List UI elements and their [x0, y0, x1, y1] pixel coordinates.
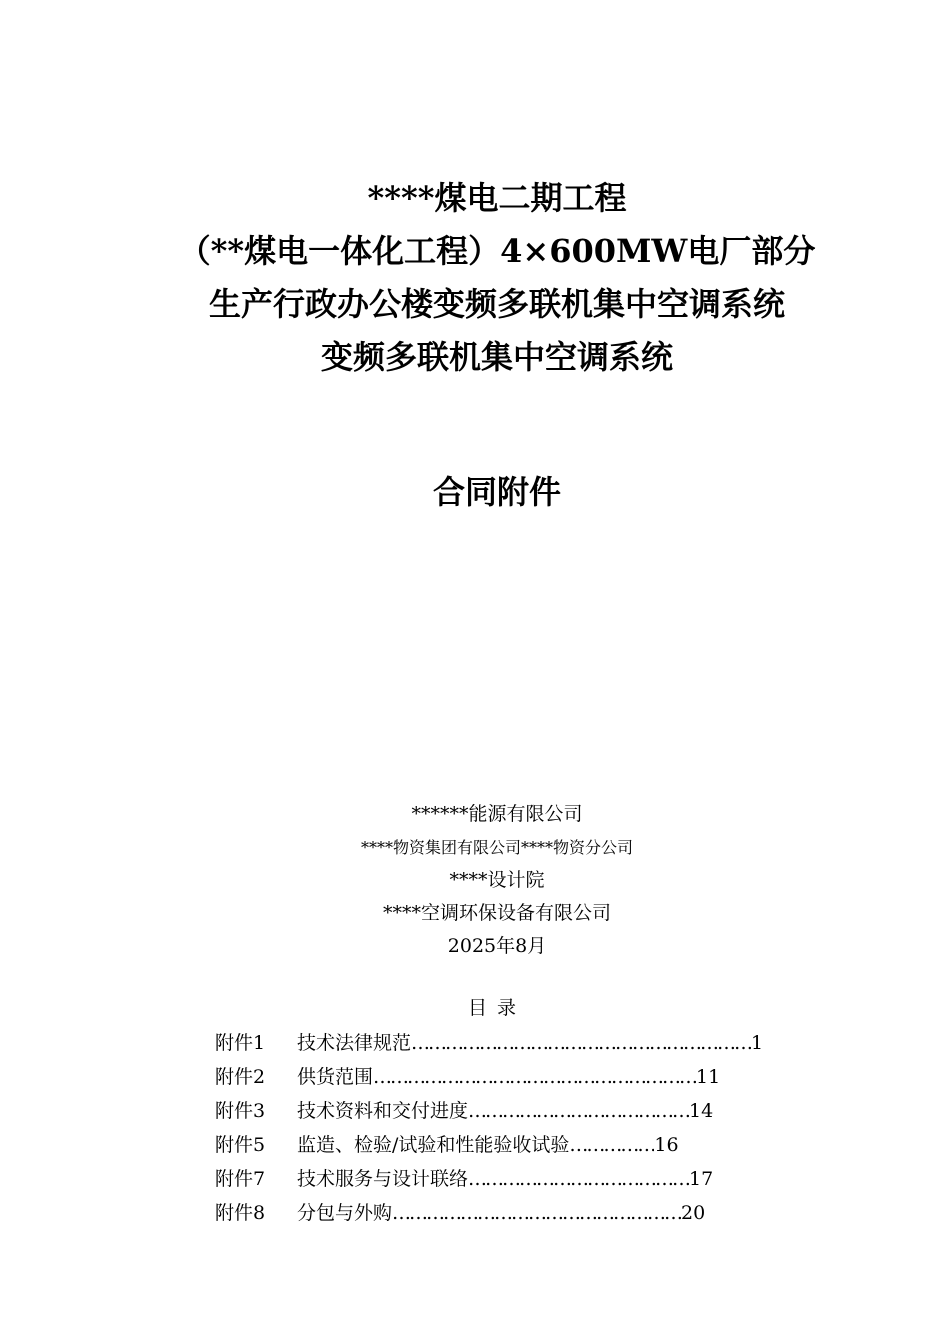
- table-of-contents: [215, 1026, 815, 1230]
- toc-entry-page: 1: [751, 1032, 764, 1054]
- title-line-4: 变频多联机集中空调系统: [320, 338, 673, 376]
- party-3: ****设计院: [449, 869, 545, 891]
- document-subtitle: 合同附件: [432, 473, 561, 511]
- toc-entry[interactable]: [215, 1162, 815, 1196]
- toc-entry-title: 技术资料和交付进度: [297, 1100, 469, 1122]
- party-4: ****空调环保设备有限公司: [382, 902, 611, 924]
- toc-entry-leader: ……………………………………………………: [411, 1032, 752, 1054]
- toc-entry[interactable]: [215, 1196, 815, 1230]
- toc-entry-number: 附件3: [215, 1100, 266, 1122]
- toc-heading: 目录: [467, 997, 526, 1019]
- title-line-2: （**煤电一体化工程）4×600MW电厂部分: [178, 232, 816, 270]
- toc-entry-leader: ……………: [569, 1134, 655, 1156]
- toc-entry-number: 附件5: [215, 1134, 266, 1156]
- party-1: ******能源有限公司: [411, 803, 583, 825]
- toc-entry-number: 附件2: [215, 1066, 266, 1088]
- toc-entry-title: 供货范围: [297, 1066, 374, 1088]
- toc-entry-leader: …………………………………………………: [373, 1066, 697, 1088]
- title-line-3: 生产行政办公楼变频多联机集中空调系统: [208, 285, 785, 323]
- document-date: 2025年8月: [447, 935, 547, 957]
- toc-entry-page: 16: [654, 1134, 679, 1156]
- toc-entry-page: 14: [689, 1100, 714, 1122]
- toc-entry[interactable]: [215, 1060, 815, 1094]
- toc-entry-page: 11: [696, 1066, 721, 1088]
- toc-entry-number: 附件8: [215, 1202, 266, 1224]
- toc-entry-title: 分包与外购: [297, 1202, 393, 1224]
- parties-block: [22, 798, 950, 963]
- toc-entry[interactable]: [215, 1128, 815, 1162]
- toc-entry-number: 附件1: [215, 1032, 266, 1054]
- toc-entry-leader: …………………………………: [468, 1100, 690, 1122]
- toc-entry[interactable]: [215, 1026, 815, 1060]
- toc-entry-page: 20: [681, 1202, 706, 1224]
- toc-entry-number: 附件7: [215, 1168, 266, 1190]
- toc-entry-title: 监造、检验/试验和性能验收试验: [297, 1134, 570, 1156]
- toc-entry-leader: …………………………………: [468, 1168, 690, 1190]
- toc-entry-title: 技术法律规范: [297, 1032, 412, 1054]
- toc-entry-leader: ……………………………………………: [392, 1202, 682, 1224]
- toc-entry[interactable]: [215, 1094, 815, 1128]
- toc-entry-title: 技术服务与设计联络: [297, 1168, 469, 1190]
- title-line-1: ****煤电二期工程: [367, 179, 627, 217]
- document-title: [22, 172, 950, 384]
- party-2: ****物资集团有限公司****物资分公司: [360, 838, 633, 857]
- toc-entry-page: 17: [689, 1168, 714, 1190]
